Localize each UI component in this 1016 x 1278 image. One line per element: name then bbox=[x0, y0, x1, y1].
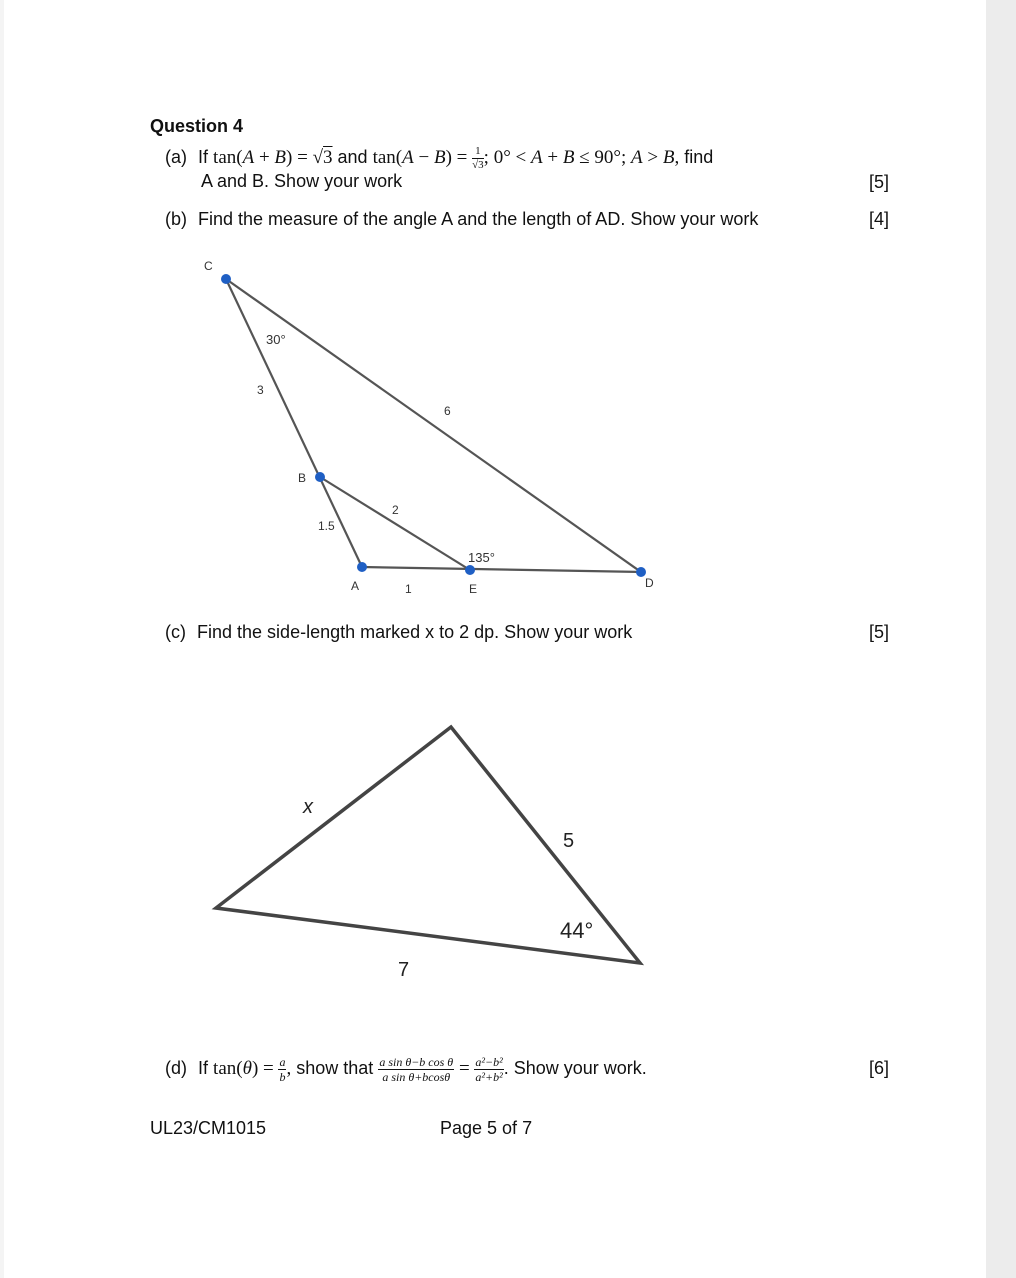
part-c-mark: [5] bbox=[869, 622, 890, 642]
part-d-eq1: tan(θ) = $\frac{a}{b}$ , bbox=[213, 1055, 292, 1084]
part-b-text: Find the measure of the angle A and the length of AD. Show your work bbox=[198, 209, 759, 229]
part-a-mark: [5] bbox=[869, 172, 890, 192]
footer-course: UL23/CM1015 bbox=[150, 1118, 267, 1138]
part-d-mark: [6] bbox=[869, 1058, 890, 1078]
segment-cd bbox=[226, 279, 641, 572]
label-c: C bbox=[204, 259, 213, 273]
label-be: 2 bbox=[392, 503, 399, 517]
segment-cb-ba bbox=[226, 279, 362, 567]
diagram-c bbox=[0, 700, 986, 1000]
label-b: B bbox=[298, 471, 307, 485]
label-angle-c: 30° bbox=[266, 332, 286, 347]
part-d-eq2: $\frac{\text{a sin θ−b cos θ}}{\text{a sin θ+bcosθ}}$ = $\frac{\text{a²−b²}}{\text{a²+b²}}$ bbox=[379, 1055, 503, 1084]
label-angle-44: 44° bbox=[560, 918, 594, 943]
label-cd: 6 bbox=[444, 404, 451, 418]
diagram-b bbox=[0, 0, 986, 620]
label-side-x: x bbox=[303, 796, 313, 818]
point-e bbox=[465, 565, 475, 575]
part-d-tail: . Show your work. bbox=[503, 1057, 647, 1078]
part-d-show-that: show that bbox=[296, 1057, 374, 1078]
part-c-label: (c) bbox=[165, 622, 186, 642]
label-side-5: 5 bbox=[563, 830, 575, 852]
part-c-text: Find the side-length marked x to 2 dp. Show your work bbox=[197, 622, 633, 642]
label-a: A bbox=[351, 579, 360, 593]
label-angle-e: 135° bbox=[468, 550, 495, 565]
part-d-line bbox=[165, 1056, 647, 1083]
part-a-and: and bbox=[337, 146, 368, 167]
part-a-find: find bbox=[684, 146, 714, 167]
segment-ad bbox=[362, 567, 641, 572]
part-a-eq1: tan(A + B) = √3 bbox=[213, 146, 333, 168]
part-b-mark: [4] bbox=[869, 209, 890, 229]
part-a-line2: A and B. Show your work bbox=[201, 171, 403, 191]
point-c bbox=[221, 274, 231, 284]
part-c-line bbox=[165, 622, 632, 643]
part-a-label: (a) bbox=[165, 146, 187, 167]
point-a bbox=[357, 562, 367, 572]
label-ae: 1 bbox=[405, 582, 412, 596]
label-cb: 3 bbox=[257, 383, 264, 397]
part-d-if: If bbox=[198, 1057, 209, 1078]
label-ba: 1.5 bbox=[318, 519, 335, 533]
footer-page: Page 5 of 7 bbox=[440, 1118, 533, 1138]
scroll-gutter bbox=[986, 0, 1016, 1278]
point-b bbox=[315, 472, 325, 482]
part-b-label: (b) bbox=[165, 209, 187, 229]
question-title: Question 4 bbox=[150, 116, 244, 136]
label-d: D bbox=[645, 576, 654, 590]
label-side-7: 7 bbox=[398, 959, 410, 981]
part-a-if: If bbox=[198, 146, 209, 167]
part-d-label: (d) bbox=[165, 1057, 187, 1078]
part-a-eq2: tan(A − B) = $\frac{1}{√3}$ ; 0° < A + B ≤ 90°; A > B, bbox=[372, 145, 680, 171]
label-e: E bbox=[469, 582, 478, 596]
